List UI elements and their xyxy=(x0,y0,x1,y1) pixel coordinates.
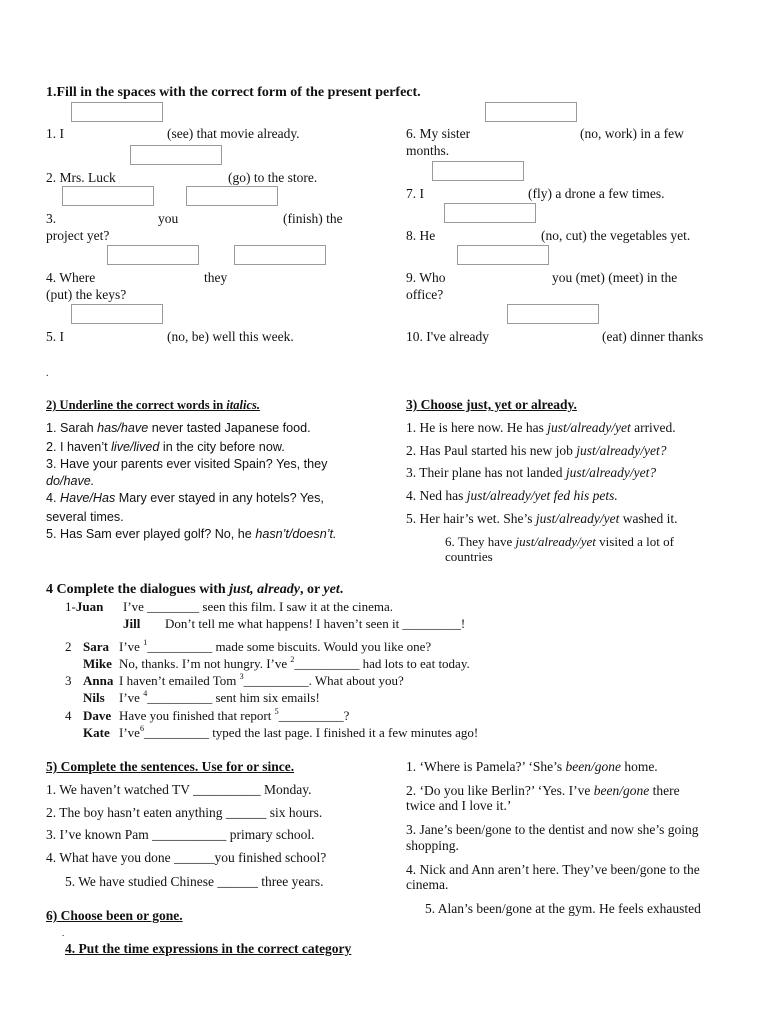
answer-box-2[interactable] xyxy=(130,145,222,165)
s5-line-5: 5. We have studied Chinese ______ three years. xyxy=(65,874,324,889)
s6-line-4b: cinema. xyxy=(406,877,449,892)
section4-title: 4 Complete the dialogues with just, already, or yet. xyxy=(46,582,344,597)
q9-cont: office? xyxy=(406,287,444,302)
q8-start: 8. He xyxy=(406,228,436,243)
section3-title: 3) Choose just, yet or already. xyxy=(406,397,577,412)
q10-start: 10. I've already xyxy=(406,329,490,344)
dialogue-2-num: 2 xyxy=(65,639,72,654)
q3-end: (finish) the xyxy=(283,211,343,226)
s3-line-2: 2. Has Paul started his new job just/already/yet? xyxy=(406,443,667,458)
s5-line-4: 4. What have you done ______you finished school? xyxy=(46,850,327,865)
s6-line-2b: twice and I love it.’ xyxy=(406,798,512,813)
dialogue-2b: No, thanks. I’m not hungry. I’ve $^2$__________ had lots to eat today. xyxy=(119,655,470,671)
s2-line-3b: do/have. xyxy=(46,474,95,488)
dialogue-1-label: 1-Juan xyxy=(65,599,104,614)
s2-line-1: 1. Sarah has/have never tasted Japanese food. xyxy=(46,421,311,435)
answer-box-7[interactable] xyxy=(432,161,524,181)
dialogue-3b: I’ve $^4$__________ sent him six emails! xyxy=(119,689,320,705)
dialogue-2a: I’ve $^1$__________ made some biscuits. Would you like one? xyxy=(119,638,432,654)
dialogue-1a: I’ve ________ seen this film. I saw it at the cinema. xyxy=(123,599,394,614)
q3-mid: you xyxy=(158,211,179,226)
dialogue-3a: I haven’t emailed Tom $^3$__________. What about you? xyxy=(119,672,404,688)
q1-start: 1. I xyxy=(46,126,64,141)
q3-cont: project yet? xyxy=(46,228,110,243)
dialogue-4b-speaker: Kate xyxy=(83,725,110,740)
section5-title: 5) Complete the sentences. Use for or since. xyxy=(46,759,295,774)
s2-line-2: 2. I haven’t live/lived in the city before now. xyxy=(46,440,285,454)
q6-cont: months. xyxy=(406,143,450,158)
dialogue-3b-speaker: Nils xyxy=(83,690,105,705)
s5-line-1: 1. We haven’t watched TV __________ Monday. xyxy=(46,782,312,797)
s3-line-1: 1. He is here now. He has just/already/yet arrived. xyxy=(406,420,676,435)
dialogue-4b: $I’ve^6\_\_\_\_\_\_\_\_\_\_$ typed the last page. I finished it a few minutes ago! xyxy=(119,724,479,740)
stray-dot-2: . xyxy=(62,928,65,938)
answer-box-6[interactable] xyxy=(485,102,577,122)
answer-box-3a[interactable] xyxy=(62,186,154,206)
s2-line-4: 4. Have/Has Mary ever stayed in any hotels? Yes, xyxy=(46,491,324,505)
q3-start: 3. xyxy=(46,211,57,226)
answer-box-8[interactable] xyxy=(444,203,536,223)
answer-box-9[interactable] xyxy=(457,245,549,265)
s2-line-3: 3. Have your parents ever visited Spain? Yes, they xyxy=(46,457,328,471)
dialogue-3-num: 3 xyxy=(65,673,72,688)
dialogue-2b-speaker: Mike xyxy=(83,656,112,671)
answer-box-5[interactable] xyxy=(71,304,163,324)
section1-title: 1.Fill in the spaces with the correct form of the present perfect. xyxy=(46,85,421,100)
q9-end: you (met) (meet) in the xyxy=(552,270,678,285)
s6-line-5: 5. Alan’s been/gone at the gym. He feels exhausted xyxy=(425,901,701,916)
q2-start: 2. Mrs. Luck xyxy=(46,170,116,185)
answer-box-3b[interactable] xyxy=(186,186,278,206)
s2-line-4b: several times. xyxy=(46,510,124,524)
s6-line-3: 3. Jane’s been/gone to the dentist and now she’s going xyxy=(406,822,699,837)
s6-line-2: 2. ‘Do you like Berlin?’ ‘Yes. I’ve been/gone there xyxy=(406,783,680,798)
s3-line-3: 3. Their plane has not landed just/already/yet? xyxy=(406,465,657,480)
s2-line-5: 5. Has Sam ever played golf? No, he hasn’t/doesn’t. xyxy=(46,527,337,541)
s6-line-3b: shopping. xyxy=(406,838,459,853)
dialogue-2a-speaker: Sara xyxy=(83,639,109,654)
q4-cont: (put) the keys? xyxy=(46,287,127,302)
answer-box-10[interactable] xyxy=(507,304,599,324)
q10-end: (eat) dinner thanks xyxy=(602,329,704,344)
s3-line-4: 4. Ned has just/already/yet fed his pets. xyxy=(406,488,618,503)
q6-end: (no, work) in a few xyxy=(580,126,684,141)
s5-line-2: 2. The boy hasn’t eaten anything ______ six hours. xyxy=(46,805,323,820)
s6-line-4: 4. Nick and Ann aren’t here. They’ve been/gone to the xyxy=(406,862,700,877)
dialogue-3a-speaker: Anna xyxy=(83,673,114,688)
dialogue-4-num: 4 xyxy=(65,708,72,723)
s3-line-6: 6. They have just/already/yet visited a lot of xyxy=(445,534,674,549)
stray-dot: . xyxy=(46,368,49,379)
q2-end: (go) to the store. xyxy=(228,170,318,185)
answer-box-1[interactable] xyxy=(71,102,163,122)
q5-end: (no, be) well this week. xyxy=(167,329,294,344)
q7-end: (fly) a drone a few times. xyxy=(528,186,665,201)
section6-title: 6) Choose been or gone. xyxy=(46,908,183,923)
answer-box-4b[interactable] xyxy=(234,245,326,265)
s3-line-6b: countries xyxy=(445,549,493,564)
q4-mid: they xyxy=(204,270,228,285)
dialogue-1b: Don’t tell me what happens! I haven’t seen it _________! xyxy=(165,616,466,631)
q9-start: 9. Who xyxy=(406,270,446,285)
q8-end: (no, cut) the vegetables yet. xyxy=(541,228,691,243)
q7-start: 7. I xyxy=(406,186,424,201)
section7-title: 4. Put the time expressions in the correct category xyxy=(65,941,352,956)
dialogue-4a-speaker: Dave xyxy=(83,708,112,723)
q4-start: 4. Where xyxy=(46,270,96,285)
s5-line-3: 3. I’ve known Pam ___________ primary school. xyxy=(46,827,315,842)
dialogue-1b-speaker: Jill xyxy=(123,616,141,631)
dialogue-4a: Have you finished that report $^5$__________? xyxy=(119,707,350,723)
answer-box-4a[interactable] xyxy=(107,245,199,265)
s3-line-5: 5. Her hair’s wet. She’s just/already/yet washed it. xyxy=(406,511,678,526)
section2-title: 2) Underline the correct words in italics. xyxy=(46,398,260,412)
q6-start: 6. My sister xyxy=(406,126,471,141)
q5-start: 5. I xyxy=(46,329,64,344)
s6-line-1: 1. ‘Where is Pamela?’ ‘She’s been/gone home. xyxy=(406,759,658,774)
q1-end: (see) that movie already. xyxy=(167,126,300,141)
